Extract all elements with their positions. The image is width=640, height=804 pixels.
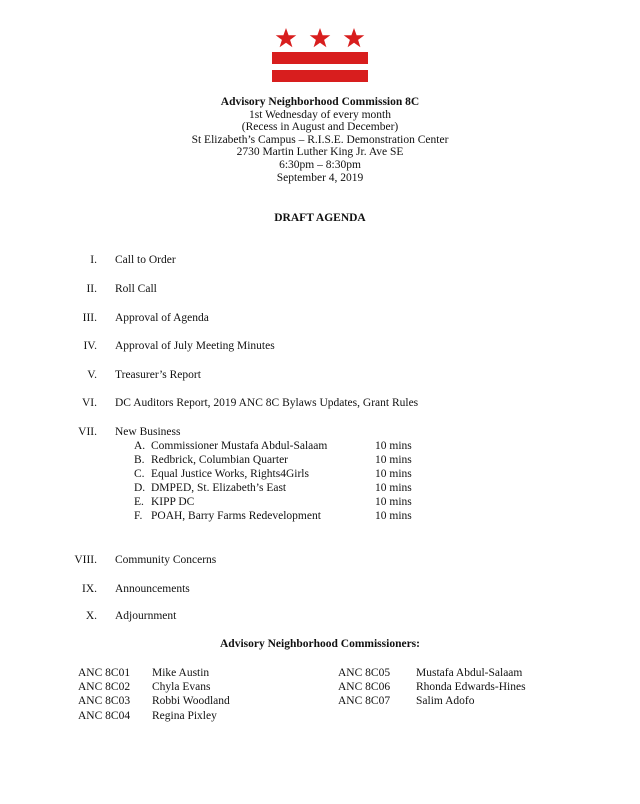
agenda-text: Approval of Agenda: [115, 312, 209, 324]
commissioner-district: ANC 8C01: [78, 667, 131, 679]
sub-text: Commissioner Mustafa Abdul-Salaam: [151, 440, 328, 452]
agenda-number: III.: [82, 312, 97, 324]
flag-star: [276, 28, 297, 47]
flag-star: [344, 28, 365, 47]
commissioner-name: Rhonda Edwards-Hines: [416, 681, 526, 693]
sub-text: POAH, Barry Farms Redevelopment: [151, 510, 321, 522]
flag-bar: [272, 70, 368, 82]
meeting-header: [0, 96, 640, 184]
agenda-number: VIII.: [74, 554, 97, 566]
sub-duration: 10 mins: [375, 496, 412, 508]
agenda-number: V.: [87, 369, 97, 381]
sub-text: Redbrick, Columbian Quarter: [151, 454, 289, 466]
sub-duration: 10 mins: [375, 482, 412, 494]
agenda-number: II.: [86, 283, 97, 295]
sub-letter: B.: [134, 454, 145, 466]
agenda-number: IX.: [81, 583, 97, 595]
commissioner-district: ANC 8C05: [338, 667, 391, 679]
agenda-number: I.: [90, 254, 97, 266]
meeting-schedule: 1st Wednesday of every month: [249, 108, 391, 121]
agenda-title: DRAFT AGENDA: [274, 212, 366, 224]
commissioner-name: Chyla Evans: [152, 681, 211, 693]
sub-duration: 10 mins: [375, 468, 412, 480]
dc-flag-logo: [272, 26, 368, 88]
agenda-number: X.: [85, 610, 97, 622]
sub-duration: 10 mins: [375, 510, 412, 522]
agenda-text: DC Auditors Report, 2019 ANC 8C Bylaws Updates, Grant Rules: [115, 397, 419, 409]
commissioner-name: Regina Pixley: [152, 710, 217, 722]
flag-star: [310, 28, 331, 47]
commissioner-district: ANC 8C03: [78, 695, 131, 707]
sub-duration: 10 mins: [375, 454, 412, 466]
meeting-venue: St Elizabeth’s Campus – R.I.S.E. Demonstration Center: [191, 133, 449, 146]
sub-letter: D.: [134, 482, 146, 494]
meeting-recess: (Recess in August and December): [241, 121, 399, 134]
commission-name: Advisory Neighborhood Commission 8C: [220, 96, 420, 108]
commissioners-heading: Advisory Neighborhood Commissioners:: [220, 638, 420, 650]
commissioner-name: Robbi Woodland: [152, 695, 230, 707]
sub-text: Equal Justice Works, Rights4Girls: [151, 468, 309, 480]
agenda-text: Call to Order: [115, 254, 176, 266]
agenda-text: Announcements: [115, 583, 190, 595]
sub-letter: E.: [134, 496, 144, 508]
commissioner-name: Salim Adofo: [416, 695, 475, 707]
sub-letter: C.: [134, 468, 145, 480]
sub-text: DMPED, St. Elizabeth’s East: [151, 482, 287, 494]
agenda-text: Approval of July Meeting Minutes: [115, 340, 275, 352]
sub-duration: 10 mins: [375, 440, 412, 452]
commissioner-district: ANC 8C02: [78, 681, 131, 693]
commissioner-name: Mike Austin: [152, 667, 210, 679]
agenda-text: Treasurer’s Report: [115, 369, 201, 381]
agenda-number: IV.: [83, 340, 97, 352]
agenda-text: New Business: [115, 426, 181, 438]
meeting-time: 6:30pm – 8:30pm: [279, 158, 361, 171]
commissioner-district: ANC 8C07: [338, 695, 391, 707]
meeting-address: 2730 Martin Luther King Jr. Ave SE: [236, 146, 404, 159]
sub-letter: F.: [134, 510, 143, 522]
meeting-date: September 4, 2019: [276, 171, 364, 184]
agenda-number: VII.: [78, 426, 97, 438]
agenda-number: VI.: [81, 397, 97, 409]
agenda-text: Adjournment: [115, 610, 177, 622]
commissioner-district: ANC 8C06: [338, 681, 391, 693]
sub-text: KIPP DC: [151, 496, 195, 508]
commissioner-name: Mustafa Abdul-Salaam: [416, 667, 523, 679]
flag-bar: [272, 52, 368, 64]
agenda-text: Roll Call: [115, 283, 157, 295]
sub-letter: A.: [134, 440, 146, 452]
commissioner-district: ANC 8C04: [78, 710, 131, 722]
agenda-text: Community Concerns: [115, 554, 217, 566]
